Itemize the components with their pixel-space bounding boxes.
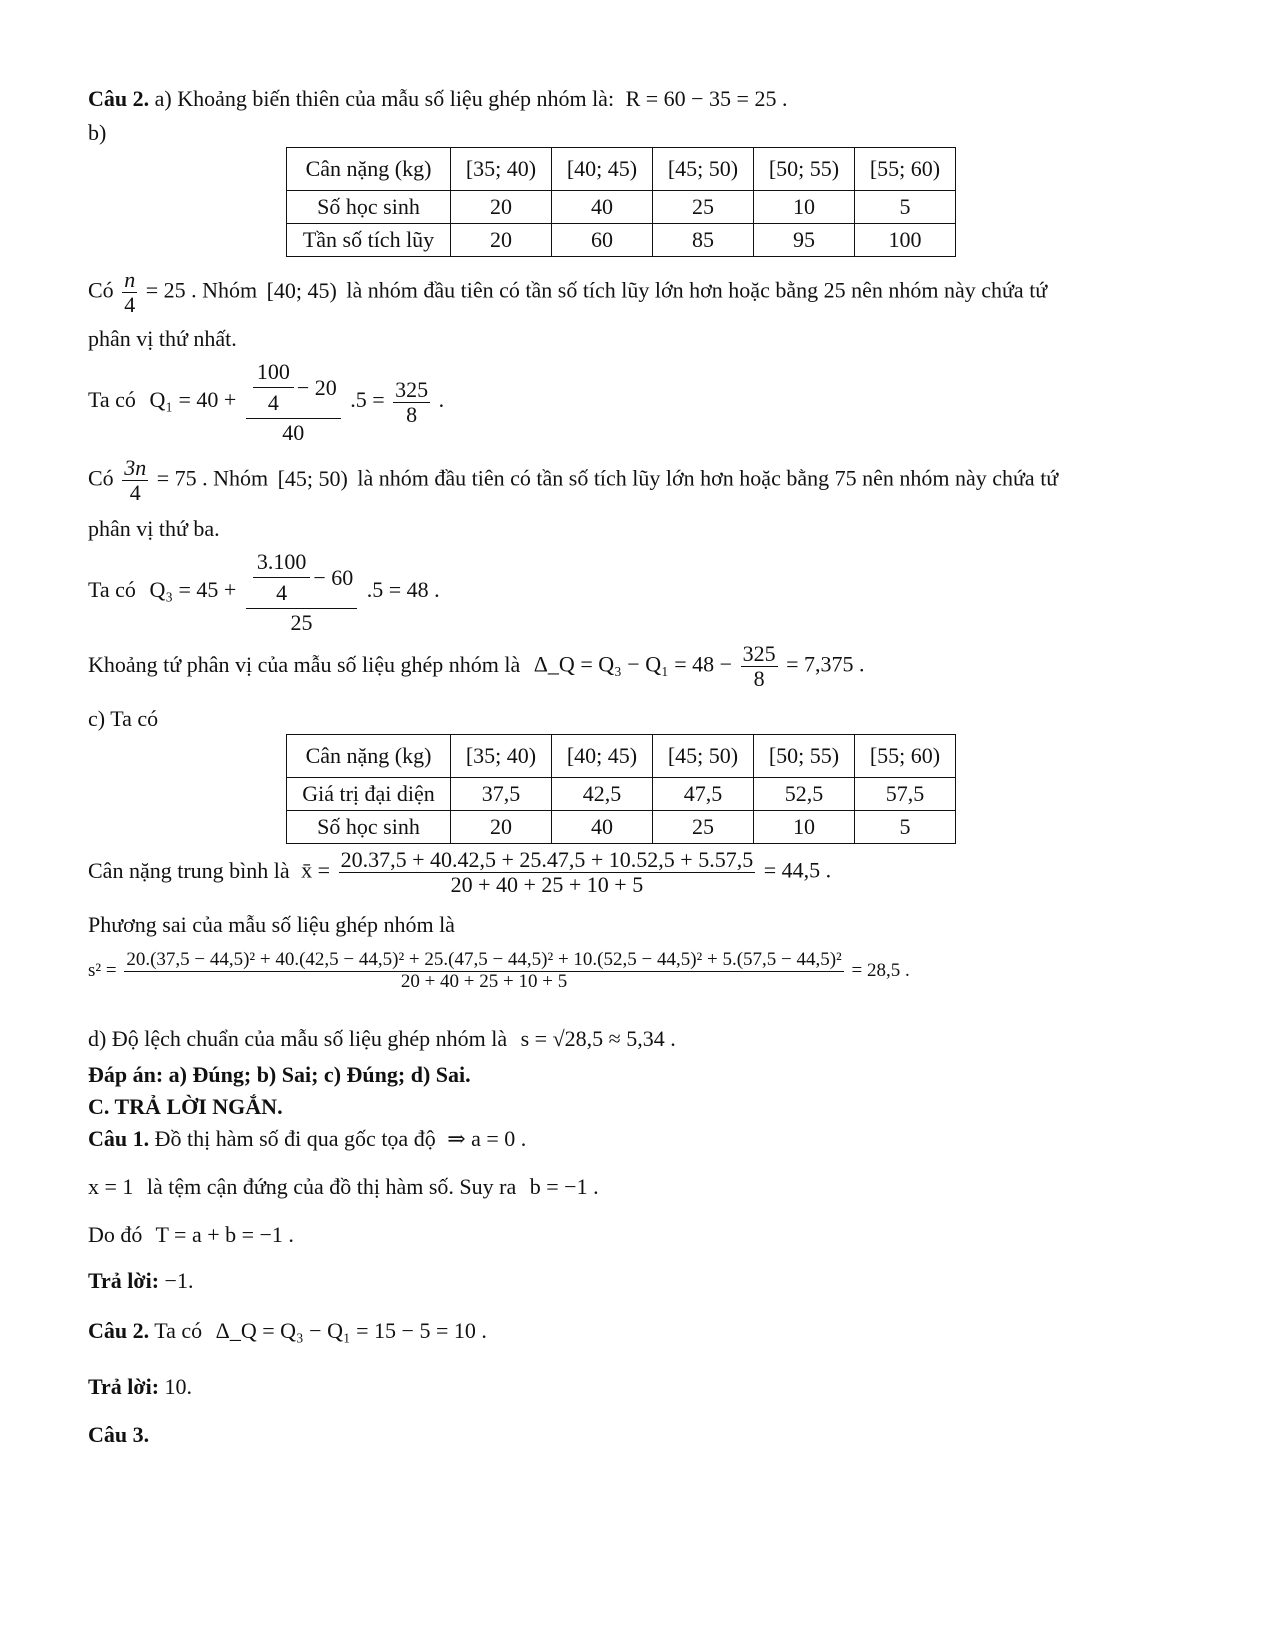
frac-num: 100 [253,360,294,388]
text: Khoảng tứ phân vị của mẫu số liệu ghép nhóm là [88,651,521,677]
heading-text: C. TRẢ LỜI NGẮN. [88,1094,283,1119]
text: = 75 . Nhóm [156,465,269,491]
table-cell: 20 [451,191,552,224]
table-row [287,148,956,191]
formula: Δ_Q = Q₃ − Q₁ = 15 − 5 = 10 . [215,1318,487,1343]
q2-a-formula: R = 60 − 35 = 25 . [625,86,788,111]
group-cell: [55; 60) [855,148,956,191]
group-interval: [40; 45) [266,277,337,303]
frac-num [246,550,357,609]
q1-calculation [88,360,444,444]
q2-answer [88,1064,471,1086]
q3-intro-line2: phân vị thứ ba. [88,516,220,541]
answer-value: 10. [164,1374,193,1399]
row-label: Số học sinh [287,811,451,844]
fraction [741,642,778,691]
table-cell: 40 [552,811,653,844]
fraction [246,550,357,634]
frac-num [246,360,341,419]
question-title: Câu 3. [88,1422,150,1447]
q3-intro [88,456,1058,505]
row-label: Số học sinh [287,191,451,224]
group-cell: [50; 55) [754,735,855,778]
section-heading [88,1096,283,1118]
frac-den: 40 [282,420,305,446]
table-row [287,224,956,257]
table-cell: 100 [855,224,956,257]
table-header-cell: Cân nặng (kg) [287,735,451,778]
mean-fraction [339,848,756,897]
table-cell: 5 [855,191,956,224]
frac-num: 3.100 [253,550,311,578]
formula: s = √28,5 ≈ 5,34 . [520,1026,676,1051]
c2-line [88,1320,487,1342]
question-title: Câu 1. [88,1126,150,1151]
formula-lhs: Q₃ = 45 + [149,577,237,603]
frac-num: 325 [742,641,776,666]
row-label: Giá trị đại diện [287,778,451,811]
table-cell: 5 [855,811,956,844]
group-cell: [35; 40) [451,148,552,191]
frac-den: 4 [124,292,136,318]
table-row [287,778,956,811]
q2-a-text: a) Khoảng biến thiên của mẫu số liệu ghép nhóm là: [154,86,615,111]
mean-line [88,848,831,897]
answer-label: Trả lời: [88,1374,160,1399]
group-cell: [35; 40) [451,735,552,778]
table-representative-values [286,734,956,844]
table-cell: 85 [653,224,754,257]
text: = 28,5 . [851,959,910,981]
q2-part-a [88,88,787,110]
c1-line1 [88,1128,526,1150]
text: .5 = [350,387,385,413]
text: . [438,387,445,413]
text: − 20 [296,374,337,400]
variance-formula [88,950,910,993]
frac-den: 4 [276,580,288,606]
table-cell: 42,5 [552,778,653,811]
group-cell: [55; 60) [855,735,956,778]
frac-den: 25 [290,610,313,636]
group-cell: [40; 45) [552,735,653,778]
frac-num: 3n [124,455,147,480]
fraction [246,360,341,444]
q1-intro-line2: phân vị thứ nhất. [88,326,237,351]
variance-text: Phương sai của mẫu số liệu ghép nhóm là [88,912,455,937]
c1-line3 [88,1224,294,1246]
text: = 7,375 . [786,651,865,677]
answer-text: Đáp án: a) Đúng; b) Sai; c) Đúng; d) Sai. [88,1062,471,1087]
q3-calculation [88,550,440,634]
formula: Δ_Q = Q₃ − Q₁ = 48 − [533,651,733,677]
table-cell: 10 [754,191,855,224]
row-label: Tần số tích lũy [287,224,451,257]
group-cell: [40; 45) [552,148,653,191]
fraction-3n-over-4 [122,456,148,505]
fraction-n-over-4 [122,268,137,317]
frac-den: 4 [267,390,279,416]
group-cell: [50; 55) [754,148,855,191]
q2-b-label: b) [88,120,107,145]
inner-fraction [253,360,294,415]
text: Cân nặng trung bình là [88,857,290,883]
q2-part-d [88,1028,676,1050]
frac-den: 20 + 40 + 25 + 10 + 5 [400,970,568,992]
answer-value: −1. [164,1268,194,1293]
table-cell: 10 [754,811,855,844]
table-cumulative-frequency [286,147,956,257]
formula-lhs: Q₁ = 40 + [149,387,237,413]
text: Có [88,277,114,303]
frac-den: 8 [406,401,418,427]
text: là nhóm đầu tiên có tần số tích lũy lớn hơn hoặc bằng 75 nên nhóm này chứa tứ [357,465,1059,491]
q1-intro [88,268,1047,317]
table-row [287,191,956,224]
table-cell: 47,5 [653,778,754,811]
text: Ta có [88,577,136,603]
text: Đồ thị hàm số đi qua gốc tọa độ [154,1126,436,1151]
text: là nhóm đầu tiên có tần số tích lũy lớn hơn hoặc bằng 25 nên nhóm này chứa tứ [346,277,1048,303]
text: Ta có [154,1318,203,1343]
table-cell: 40 [552,191,653,224]
group-interval: [45; 50) [277,465,348,491]
q2-c-label: c) Ta có [88,706,159,731]
table-cell: 25 [653,191,754,224]
formula: T = a + b = −1 . [155,1222,294,1247]
result-fraction [393,378,430,427]
answer-label: Trả lời: [88,1268,160,1293]
text: .5 = 48 . [366,577,440,603]
text: Do đó [88,1222,143,1247]
table-header-cell: Cân nặng (kg) [287,148,451,191]
text: − 60 [313,564,354,590]
c1-line2 [88,1176,599,1198]
formula: x = 1 [88,1174,134,1199]
text: Ta có [88,387,136,413]
frac-den: 8 [753,666,765,692]
text: Có [88,465,114,491]
c2-answer [88,1376,192,1398]
table-cell: 20 [451,224,552,257]
formula-lhs: s² = [88,959,117,981]
text: là tệm cận đứng của đồ thị hàm số. Suy ra [146,1174,517,1199]
frac-num: 325 [395,376,429,402]
c1-answer [88,1270,193,1292]
table-cell: 25 [653,811,754,844]
text: = 44,5 . [763,857,832,883]
table-cell: 37,5 [451,778,552,811]
table-cell: 60 [552,224,653,257]
table-cell: 20 [451,811,552,844]
frac-den: 4 [129,480,141,506]
frac-num: 20.(37,5 − 44,5)² + 40.(42,5 − 44,5)² + 25.(47,5 − 44,5)² + 10.(52,5 − 44,5)² + 5.(57,5 − 44,5)² [126,949,842,970]
formula: ⇒ a = 0 . [447,1126,527,1151]
table-cell: 57,5 [855,778,956,811]
table-row [287,735,956,778]
group-cell: [45; 50) [653,148,754,191]
table-cell: 52,5 [754,778,855,811]
q2-title: Câu 2. [88,86,150,111]
frac-den: 20 + 40 + 25 + 10 + 5 [450,872,644,898]
frac-num: 20.37,5 + 40.42,5 + 25.47,5 + 10.52,5 + 5.57,5 [340,847,754,872]
table-cell: 95 [754,224,855,257]
group-cell: [45; 50) [653,735,754,778]
table-row [287,811,956,844]
iqr-line [88,642,864,691]
text: d) Độ lệch chuẩn của mẫu số liệu ghép nhóm là [88,1026,508,1051]
question-title: Câu 2. [88,1318,150,1343]
inner-fraction [253,550,311,605]
formula: b = −1 . [529,1174,599,1199]
text: = 25 . Nhóm [145,277,258,303]
c3-title [88,1424,149,1446]
formula-lhs: x̄ = [301,857,331,883]
frac-num: n [124,267,136,292]
variance-fraction [124,950,843,993]
